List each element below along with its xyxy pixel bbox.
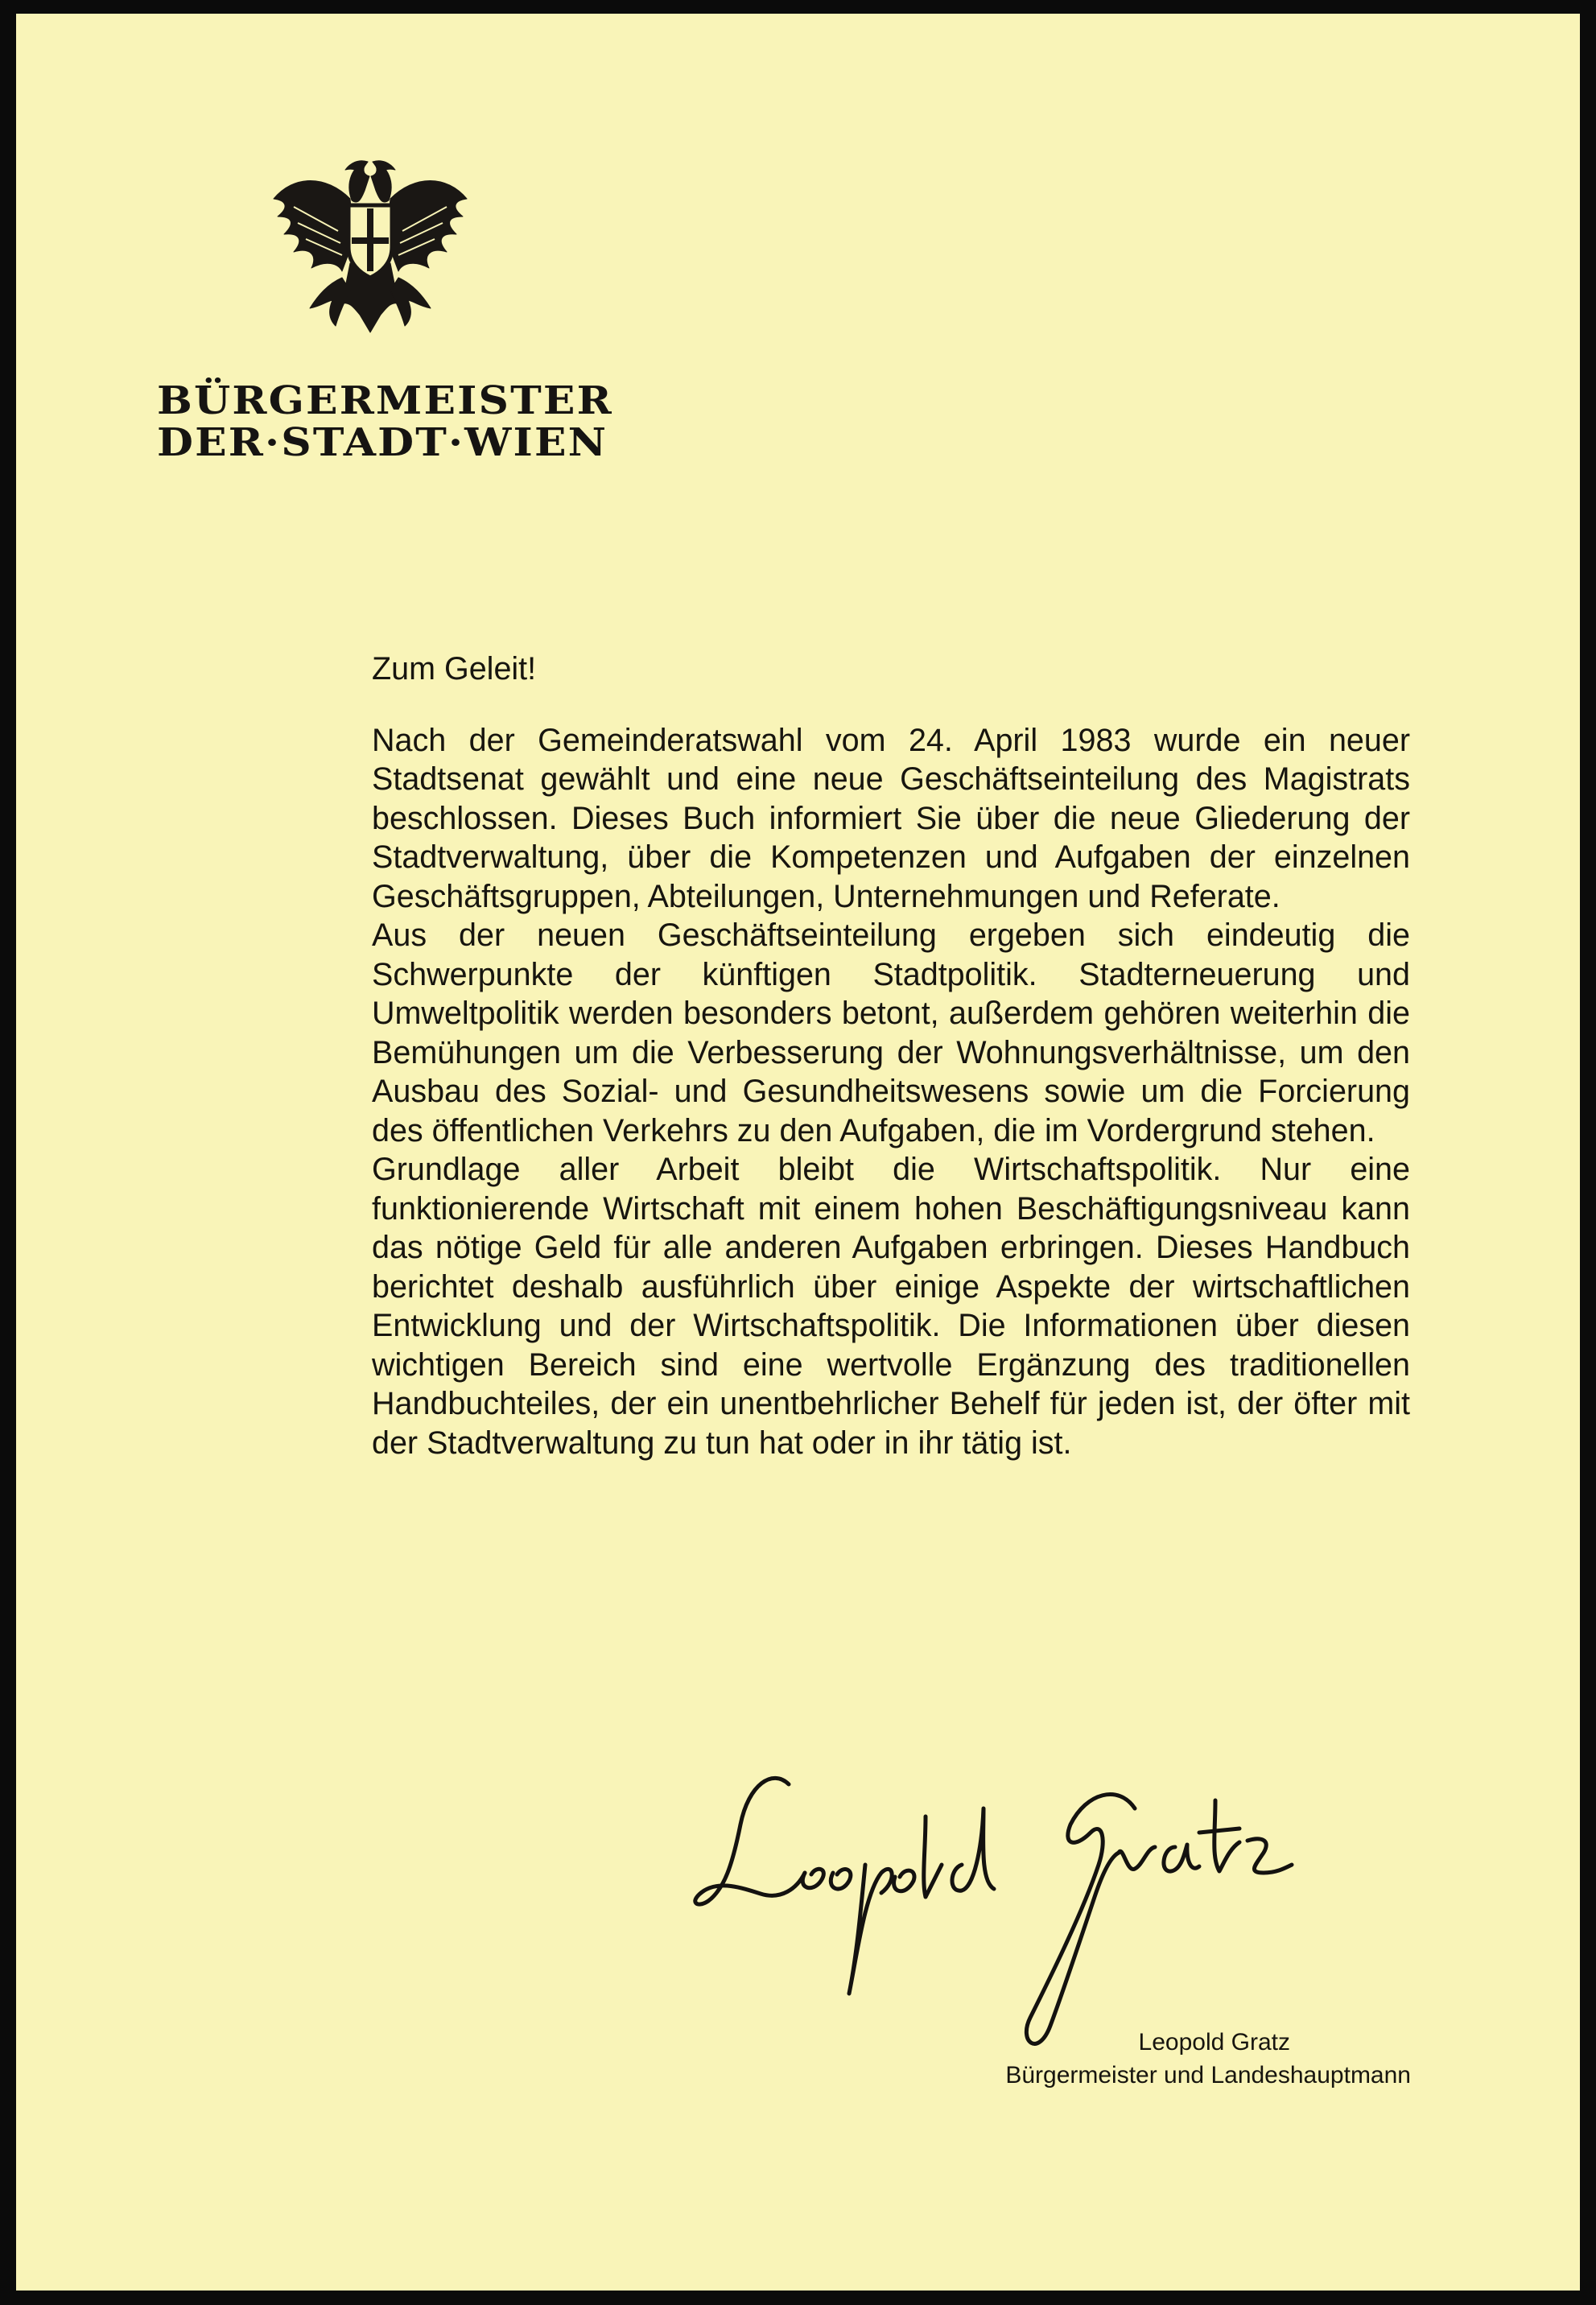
handwritten-signature <box>684 1752 1344 2066</box>
letter-body <box>372 649 1410 1462</box>
letter-greeting: Zum Geleit! <box>372 651 537 687</box>
letter-paragraph-3: Grundlage aller Arbeit bleibt die Wirtschaftspolitik. Nur eine funktionierende Wirtschaft mit einem hohen Beschäftigungsniveau kann das nötige Geld für alle anderen Aufgaben erbringen. Dieses Handbuch berichtet deshalb ausführlich über einige Aspekte der wirtschaftlichen Entwicklung und der Wirtschaftspolitik. Die Informationen über diesen wichtigen Bereich sind eine wertvolle Ergänzung des traditionellen Handbuchteiles, der ein unentbehrlicher Behelf für jeden ist, der öfter mit der Stadtverwaltung zu tun hat oder in ihr tätig ist. <box>372 1152 1410 1461</box>
signatory-block <box>1005 2026 1411 2092</box>
signatory-title: Bürgermeister und Landeshauptmann <box>1005 2062 1411 2089</box>
letterhead <box>16 14 1580 497</box>
letter-page <box>16 14 1580 2291</box>
letterhead-title <box>157 378 613 465</box>
letter-paragraph-1: Nach der Gemeinderatswahl vom 24. April 1983 wurde ein neuer Stadtsenat gewählt und eine neue Geschäftseinteilung des Magistrats beschlossen. Dieses Buch informiert Sie über die neue Gliederung der Stadtverwaltung, über die Kompetenzen und Aufgaben der einzelnen Geschäftsgruppen, Abteilungen, Unternehmungen und Referate. <box>372 722 1410 914</box>
signatory-name: Leopold Gratz <box>1138 2029 1290 2056</box>
letterhead-line-1: BÜRGERMEISTER <box>157 378 613 423</box>
letterhead-line-2: DER·STADT·WIEN <box>157 420 608 465</box>
letter-paragraph-2: Aus der neuen Geschäftseinteilung ergeben sich eindeutig die Schwerpunkte der künftigen Stadtpolitik. Stadterneuerung und Umweltpolitik werden besonders betont, außerdem gehören weiterhin die Bemühungen um die Verbesserung der Wohnungsverhältnisse, um den Ausbau des Sozial- und Gesundheitswesens sowie um die Forcierung des öffentlichen Verkehrs zu den Aufgaben, die im Vordergrund stehen. <box>372 917 1410 1148</box>
double-headed-eagle-coat-of-arms-icon <box>262 142 479 344</box>
